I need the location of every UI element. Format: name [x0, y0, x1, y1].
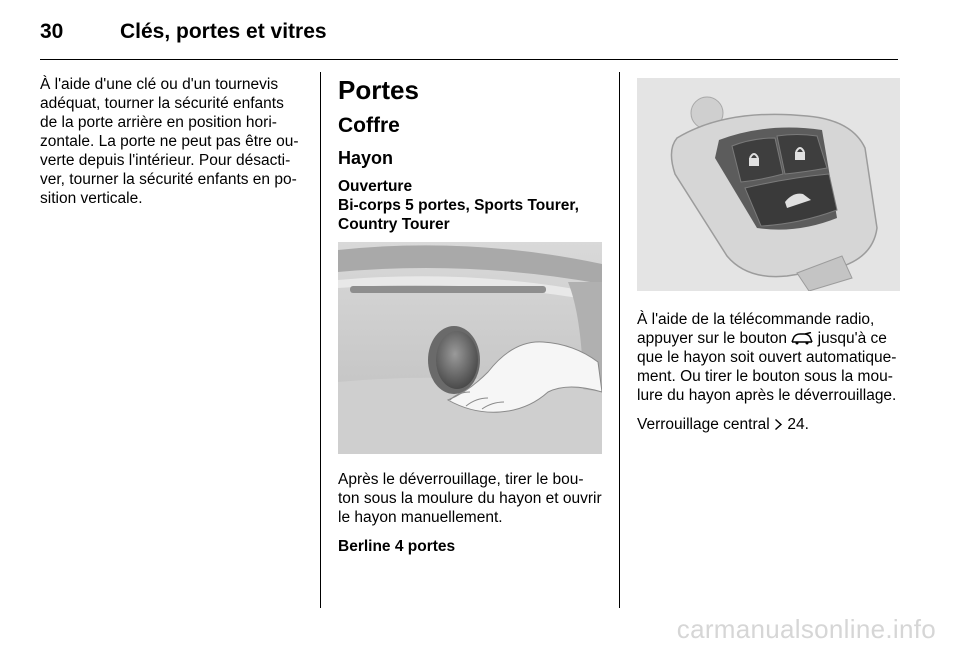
column-divider-right — [619, 72, 620, 608]
child-lock-paragraph: À l'aide d'une clé ou d'un tournevis adéquat, tourner la sécurité enfants de la porte arrière en position hori-zontale. La porte ne peut pas être ou-verte depuis l'intérieur. Pour désacti-ver, tourner la sécurité enfants en po-sition verticale. — [40, 76, 299, 207]
watermark: carmanualsonline.info — [676, 614, 936, 644]
page-number: 30 — [40, 20, 64, 43]
heading-models: Bi-corps 5 portes, Sports Tourer, Country Tourer — [338, 197, 579, 233]
remote-open-text-end: jusqu'à ce que le hayon soit ouvert automatique-ment. Ou tirer le bouton sous la mou-lure du hayon après le déverrouillage. — [637, 330, 897, 404]
car-tailgate-icon — [791, 332, 813, 345]
remote-open-paragraph — [637, 310, 900, 405]
heading-berline: Berline 4 portes — [338, 538, 456, 555]
remote-open-text-start: À l'aide de la télécommande radio, appuyer sur le bouton — [637, 311, 875, 347]
header-rule — [40, 59, 898, 60]
reference-arrow-icon — [774, 418, 783, 431]
heading-portes: Portes — [338, 75, 419, 105]
tailgate-handle-illustration — [338, 242, 602, 454]
remote-key-illustration — [637, 78, 900, 291]
tailgate-manual-paragraph: Après le déverrouillage, tirer le bou-ton sous la moulure du hayon et ouvrir le hayon manuellement. — [338, 471, 602, 526]
column-divider-left — [320, 72, 321, 608]
column-2 — [338, 75, 603, 556]
heading-coffre: Coffre — [338, 114, 400, 137]
heading-ouverture: Ouverture — [338, 178, 413, 195]
column-1 — [40, 75, 305, 218]
chapter-title: Clés, portes et vitres — [120, 20, 327, 43]
column-3 — [637, 75, 900, 444]
reference-label: Verrouillage central — [637, 416, 770, 433]
central-locking-reference — [637, 415, 900, 434]
reference-page[interactable]: 24. — [787, 416, 809, 433]
heading-hayon: Hayon — [338, 148, 394, 168]
